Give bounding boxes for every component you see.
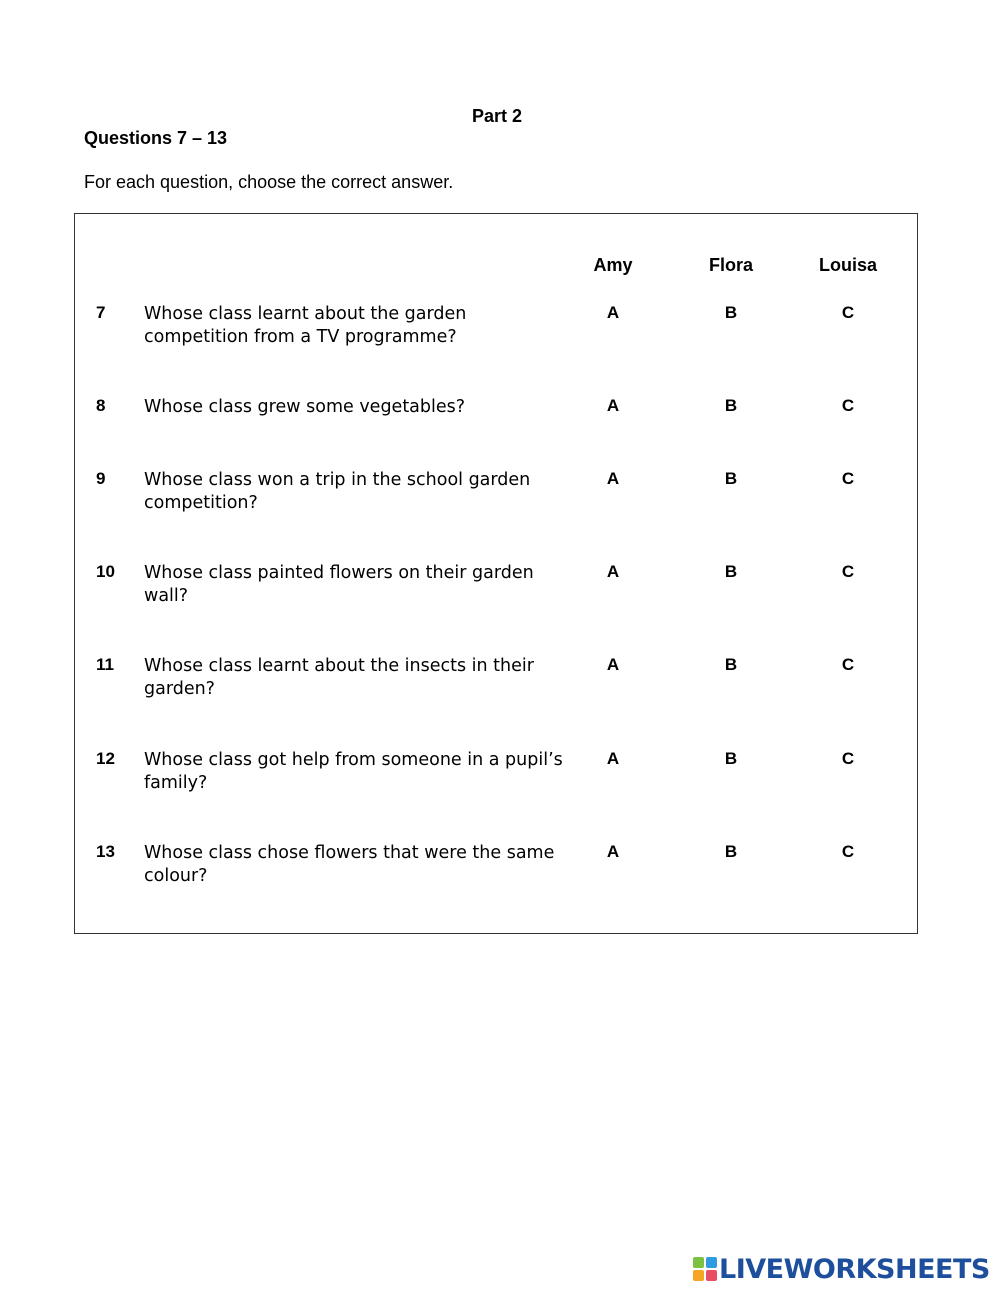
question-number: 9: [96, 469, 106, 488]
column-header-flora: Flora: [708, 255, 753, 275]
question-text: Whose class grew some vegetables?: [144, 397, 466, 417]
option-b[interactable]: B: [724, 655, 738, 674]
option-a[interactable]: A: [606, 303, 620, 322]
question-row-7: [0, 303, 1000, 373]
question-text: Whose class learnt about the garden competition from a TV programme?: [144, 304, 467, 347]
option-a[interactable]: A: [606, 842, 620, 861]
question-row-12: [0, 749, 1000, 819]
column-header-amy: Amy: [593, 255, 633, 275]
question-row-9: [0, 469, 1000, 539]
option-a[interactable]: A: [606, 655, 620, 674]
question-text: Whose class won a trip in the school garden competition?: [144, 470, 531, 513]
question-row-11: [0, 655, 1000, 725]
instruction-text: For each question, choose the correct answer.: [84, 172, 454, 192]
part-title: Part 2: [471, 106, 523, 126]
option-b[interactable]: B: [724, 842, 738, 861]
option-c[interactable]: C: [841, 749, 855, 768]
question-number: 12: [96, 749, 115, 768]
option-c[interactable]: C: [841, 469, 855, 488]
question-row-8: [0, 396, 1000, 466]
option-b[interactable]: B: [724, 396, 738, 415]
question-text: Whose class got help from someone in a pupil’s family?: [144, 750, 563, 793]
option-a[interactable]: A: [606, 749, 620, 768]
option-c[interactable]: C: [841, 396, 855, 415]
question-row-13: [0, 842, 1000, 912]
option-c[interactable]: C: [841, 562, 855, 581]
option-b[interactable]: B: [724, 749, 738, 768]
option-b[interactable]: B: [724, 303, 738, 322]
question-number: 11: [96, 655, 114, 674]
question-number: 7: [96, 303, 106, 322]
question-number: 8: [96, 396, 106, 415]
question-text: Whose class painted flowers on their garden wall?: [144, 563, 534, 606]
option-c[interactable]: C: [841, 655, 855, 674]
column-header-louisa: Louisa: [818, 255, 877, 275]
questions-heading: Questions 7 – 13: [84, 128, 228, 148]
option-a[interactable]: A: [606, 469, 620, 488]
option-c[interactable]: C: [841, 303, 855, 322]
question-number: 10: [96, 562, 115, 581]
option-a[interactable]: A: [606, 562, 620, 581]
liveworksheets-brand: [693, 1253, 990, 1285]
question-row-10: [0, 562, 1000, 632]
option-b[interactable]: B: [724, 562, 738, 581]
option-a[interactable]: A: [606, 396, 620, 415]
question-text: Whose class learnt about the insects in their garden?: [144, 656, 534, 699]
option-b[interactable]: B: [724, 469, 738, 488]
question-text: Whose class chose flowers that were the same colour?: [144, 843, 555, 886]
brand-text: LIVEWORKSHEETS: [719, 1253, 990, 1285]
liveworksheets-logo-icon: [693, 1257, 717, 1281]
question-number: 13: [96, 842, 115, 861]
option-c[interactable]: C: [841, 842, 855, 861]
